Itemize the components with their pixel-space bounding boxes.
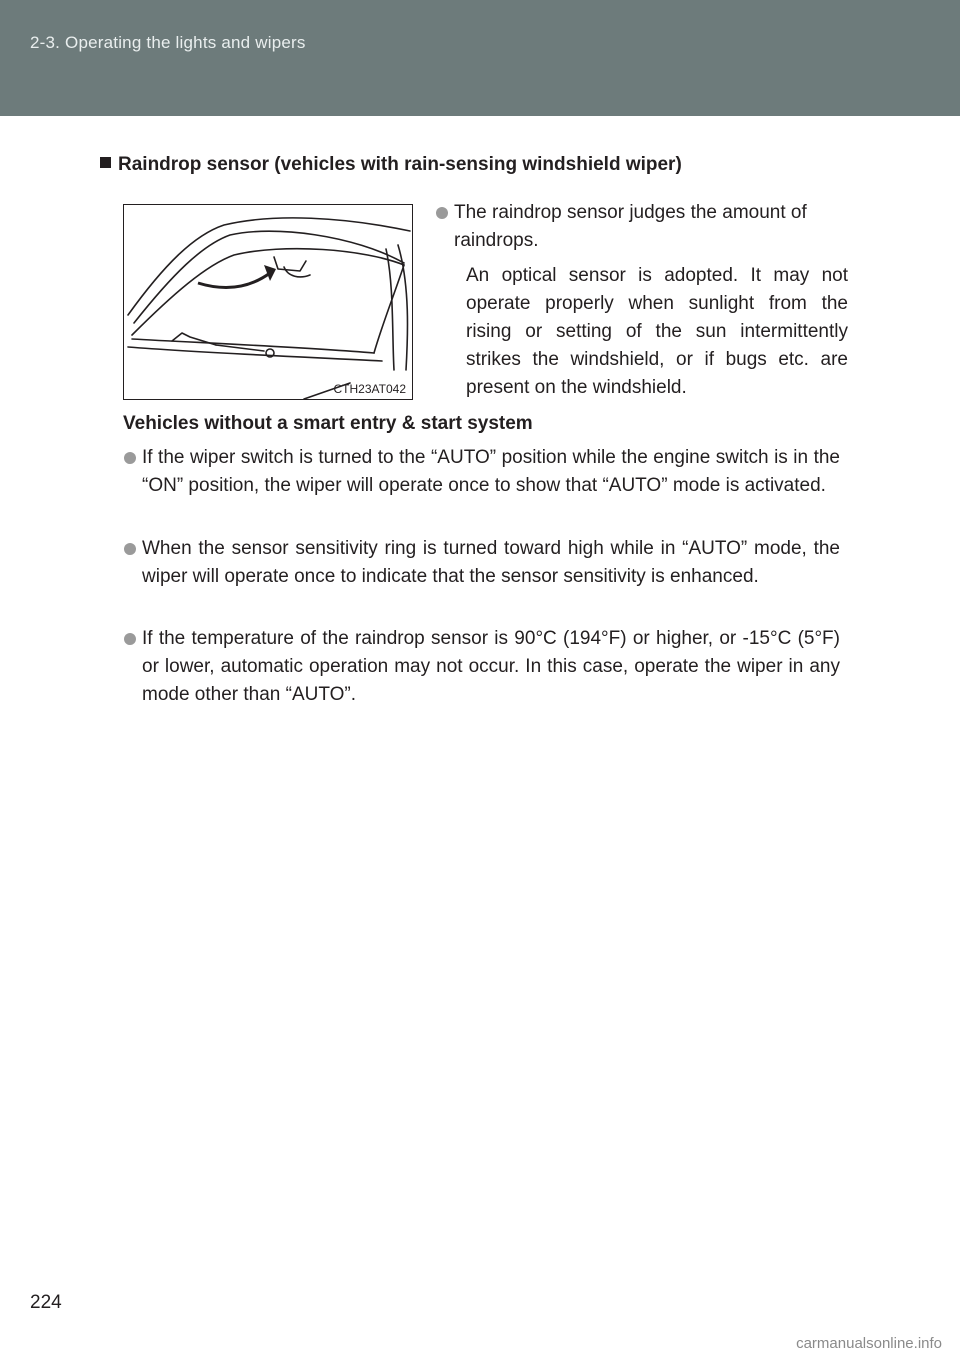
windshield-illustration	[123, 204, 413, 400]
circle-bullet-icon	[124, 543, 136, 555]
list-item: If the temperature of the raindrop sensor is 90°C (194°F) or higher, or -15°C (5°F) or lower, automatic operation may not occur. In this case, operate the wiper in any mode other than “AUTO”.	[124, 625, 840, 709]
list-item: When the sensor sensitivity ring is turned toward high while in “AUTO” mode, the wiper will operate once to indicate that the sensor sensitivity is enhanced.	[124, 535, 840, 591]
square-bullet-icon	[100, 157, 111, 168]
section-heading-text: Raindrop sensor (vehicles with rain-sensing windshield wiper)	[118, 154, 682, 175]
subheading: Vehicles without a smart entry & start system	[123, 413, 533, 434]
list-item: If the wiper switch is turned to the “AUTO” position while the engine switch is in the “ON” position, the wiper will operate once to show that “AUTO” mode is activated.	[124, 444, 840, 500]
circle-bullet-icon	[124, 452, 136, 464]
section-heading	[100, 154, 682, 176]
section-title: 2-3. Operating the lights and wipers	[30, 33, 306, 52]
windshield-drawing	[124, 205, 412, 399]
list-item: The raindrop sensor judges the amount of raindrops.	[436, 199, 848, 255]
watermark[interactable]: carmanualsonline.info	[796, 1335, 942, 1352]
circle-bullet-icon	[436, 207, 448, 219]
sensor-note-paragraph: An optical sensor is adopted. It may not operate properly when sunlight from the rising or setting of the sun intermittently strikes the windshield, or if bugs etc. are present on the windshield.	[466, 265, 848, 398]
circle-bullet-icon	[124, 633, 136, 645]
page-header	[0, 0, 960, 116]
page-number: 224	[30, 1292, 62, 1313]
figure-code: CTH23AT042	[333, 382, 406, 396]
